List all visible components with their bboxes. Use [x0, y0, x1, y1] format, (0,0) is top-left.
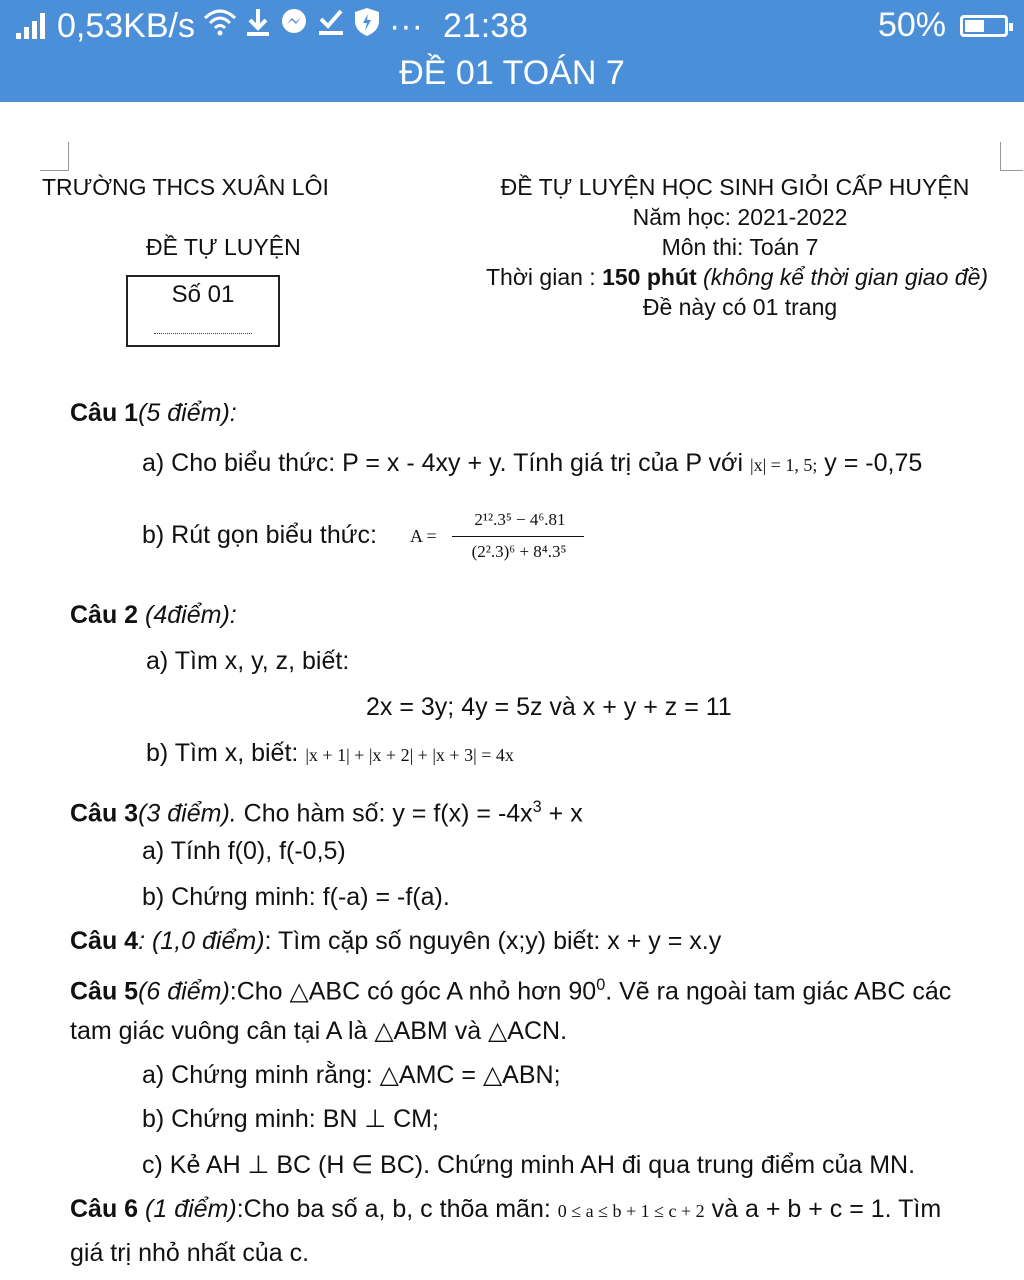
download-done-icon [317, 7, 345, 45]
question-5-line-2: tam giác vuông cân tại A là △ABM và △ACN. [70, 1017, 568, 1045]
question-1b: b) Rút gọn biểu thức: [142, 521, 377, 549]
network-speed: 0,53KB/s [57, 6, 195, 45]
signal-icon [16, 13, 45, 39]
question-6-line-2: giá trị nhỏ nhất của c. [70, 1239, 310, 1267]
crop-mark [40, 142, 69, 171]
exam-number: Số 01 [171, 281, 235, 308]
question-2a-equations: 2x = 3y; 4y = 5z và x + y + z = 11 [366, 693, 732, 721]
question-5: Câu 5(6 điểm):Cho △ABC có góc A nhỏ hơn $90^0$. Vẽ ra ngoài tam giác ABC các [70, 976, 952, 1006]
subject: Môn thi: Toán 7 [661, 234, 819, 260]
app-title: ĐỀ 01 TOÁN 7 [399, 54, 625, 92]
question-5b: b) Chứng minh: BN ⊥ CM; [142, 1105, 439, 1133]
question-5c: c) Kẻ AH ⊥ BC (H ∈ BC). Chứng minh AH đi qua trung điểm của MN. [142, 1151, 916, 1179]
question-2b: b) Tìm x, biết: |x + 1| + |x + 2| + |x + 3| = 4x [146, 739, 514, 767]
battery-icon [960, 15, 1008, 37]
question-6: Câu 6 (1 điểm):Cho ba số a, b, c thõa mãn: 0 ≤ a ≤ b + 1 ≤ c + 2 và a + b + c = 1. Tìm [70, 1195, 942, 1223]
dotted-line [154, 333, 252, 334]
question-1a: a) Cho biểu thức: P = x - 4xy + y. Tính giá trị của P với |x| = 1, 5; y = -0,75 [142, 449, 923, 477]
question-3a: a) Tính f(0), f(-0,5) [142, 837, 346, 865]
exam-title: ĐỀ TỰ LUYỆN HỌC SINH GIỎI CẤP HUYỆN [500, 174, 970, 200]
exam-duration: Thời gian : 150 phút (không kể thời gian giao đề) [486, 264, 989, 290]
more-icon: ··· [388, 6, 423, 45]
status-bar [0, 0, 1024, 52]
battery-percent: 50% [877, 6, 946, 44]
shield-icon [353, 6, 381, 46]
fraction-numerator: 2¹².3⁵ − 4⁶.81 [474, 510, 566, 529]
fraction-bar [452, 536, 584, 537]
question-3b: b) Chứng minh: f(-a) = -f(a). [142, 883, 450, 911]
wifi-icon [203, 8, 237, 44]
crop-mark [1000, 142, 1023, 171]
clock: 21:38 [442, 6, 529, 45]
exam-type: ĐỀ TỰ LUYỆN [146, 234, 301, 260]
school-year: Năm học: 2021-2022 [632, 204, 848, 230]
question-4: Câu 4: (1,0 điểm): Tìm cặp số nguyên (x;y) biết: x + y = x.y [70, 927, 722, 955]
school-name: TRƯỜNG THCS XUÂN LÔI [42, 174, 329, 200]
question-1-heading: Câu 1(5 điểm): [70, 399, 237, 427]
download-icon [245, 7, 271, 45]
question-5a: a) Chứng minh rằng: △AMC = △ABN; [142, 1061, 561, 1089]
expression-a-label: A = [410, 526, 437, 546]
fraction-denominator: (2².3)⁶ + 8⁴.3⁵ [471, 542, 567, 561]
app-header [0, 0, 1024, 102]
page-count: Đề này có 01 trang [642, 294, 838, 320]
question-3-heading: Câu 3(3 điểm). Cho hàm số: $y = f(x) = -4x^3 + x$ [70, 798, 583, 828]
document-page [0, 102, 1024, 1280]
question-2-heading: Câu 2 (4điểm): [70, 601, 237, 629]
exam-number-box [126, 275, 280, 347]
messenger-icon [279, 7, 309, 45]
question-2a: a) Tìm x, y, z, biết: [146, 647, 350, 675]
